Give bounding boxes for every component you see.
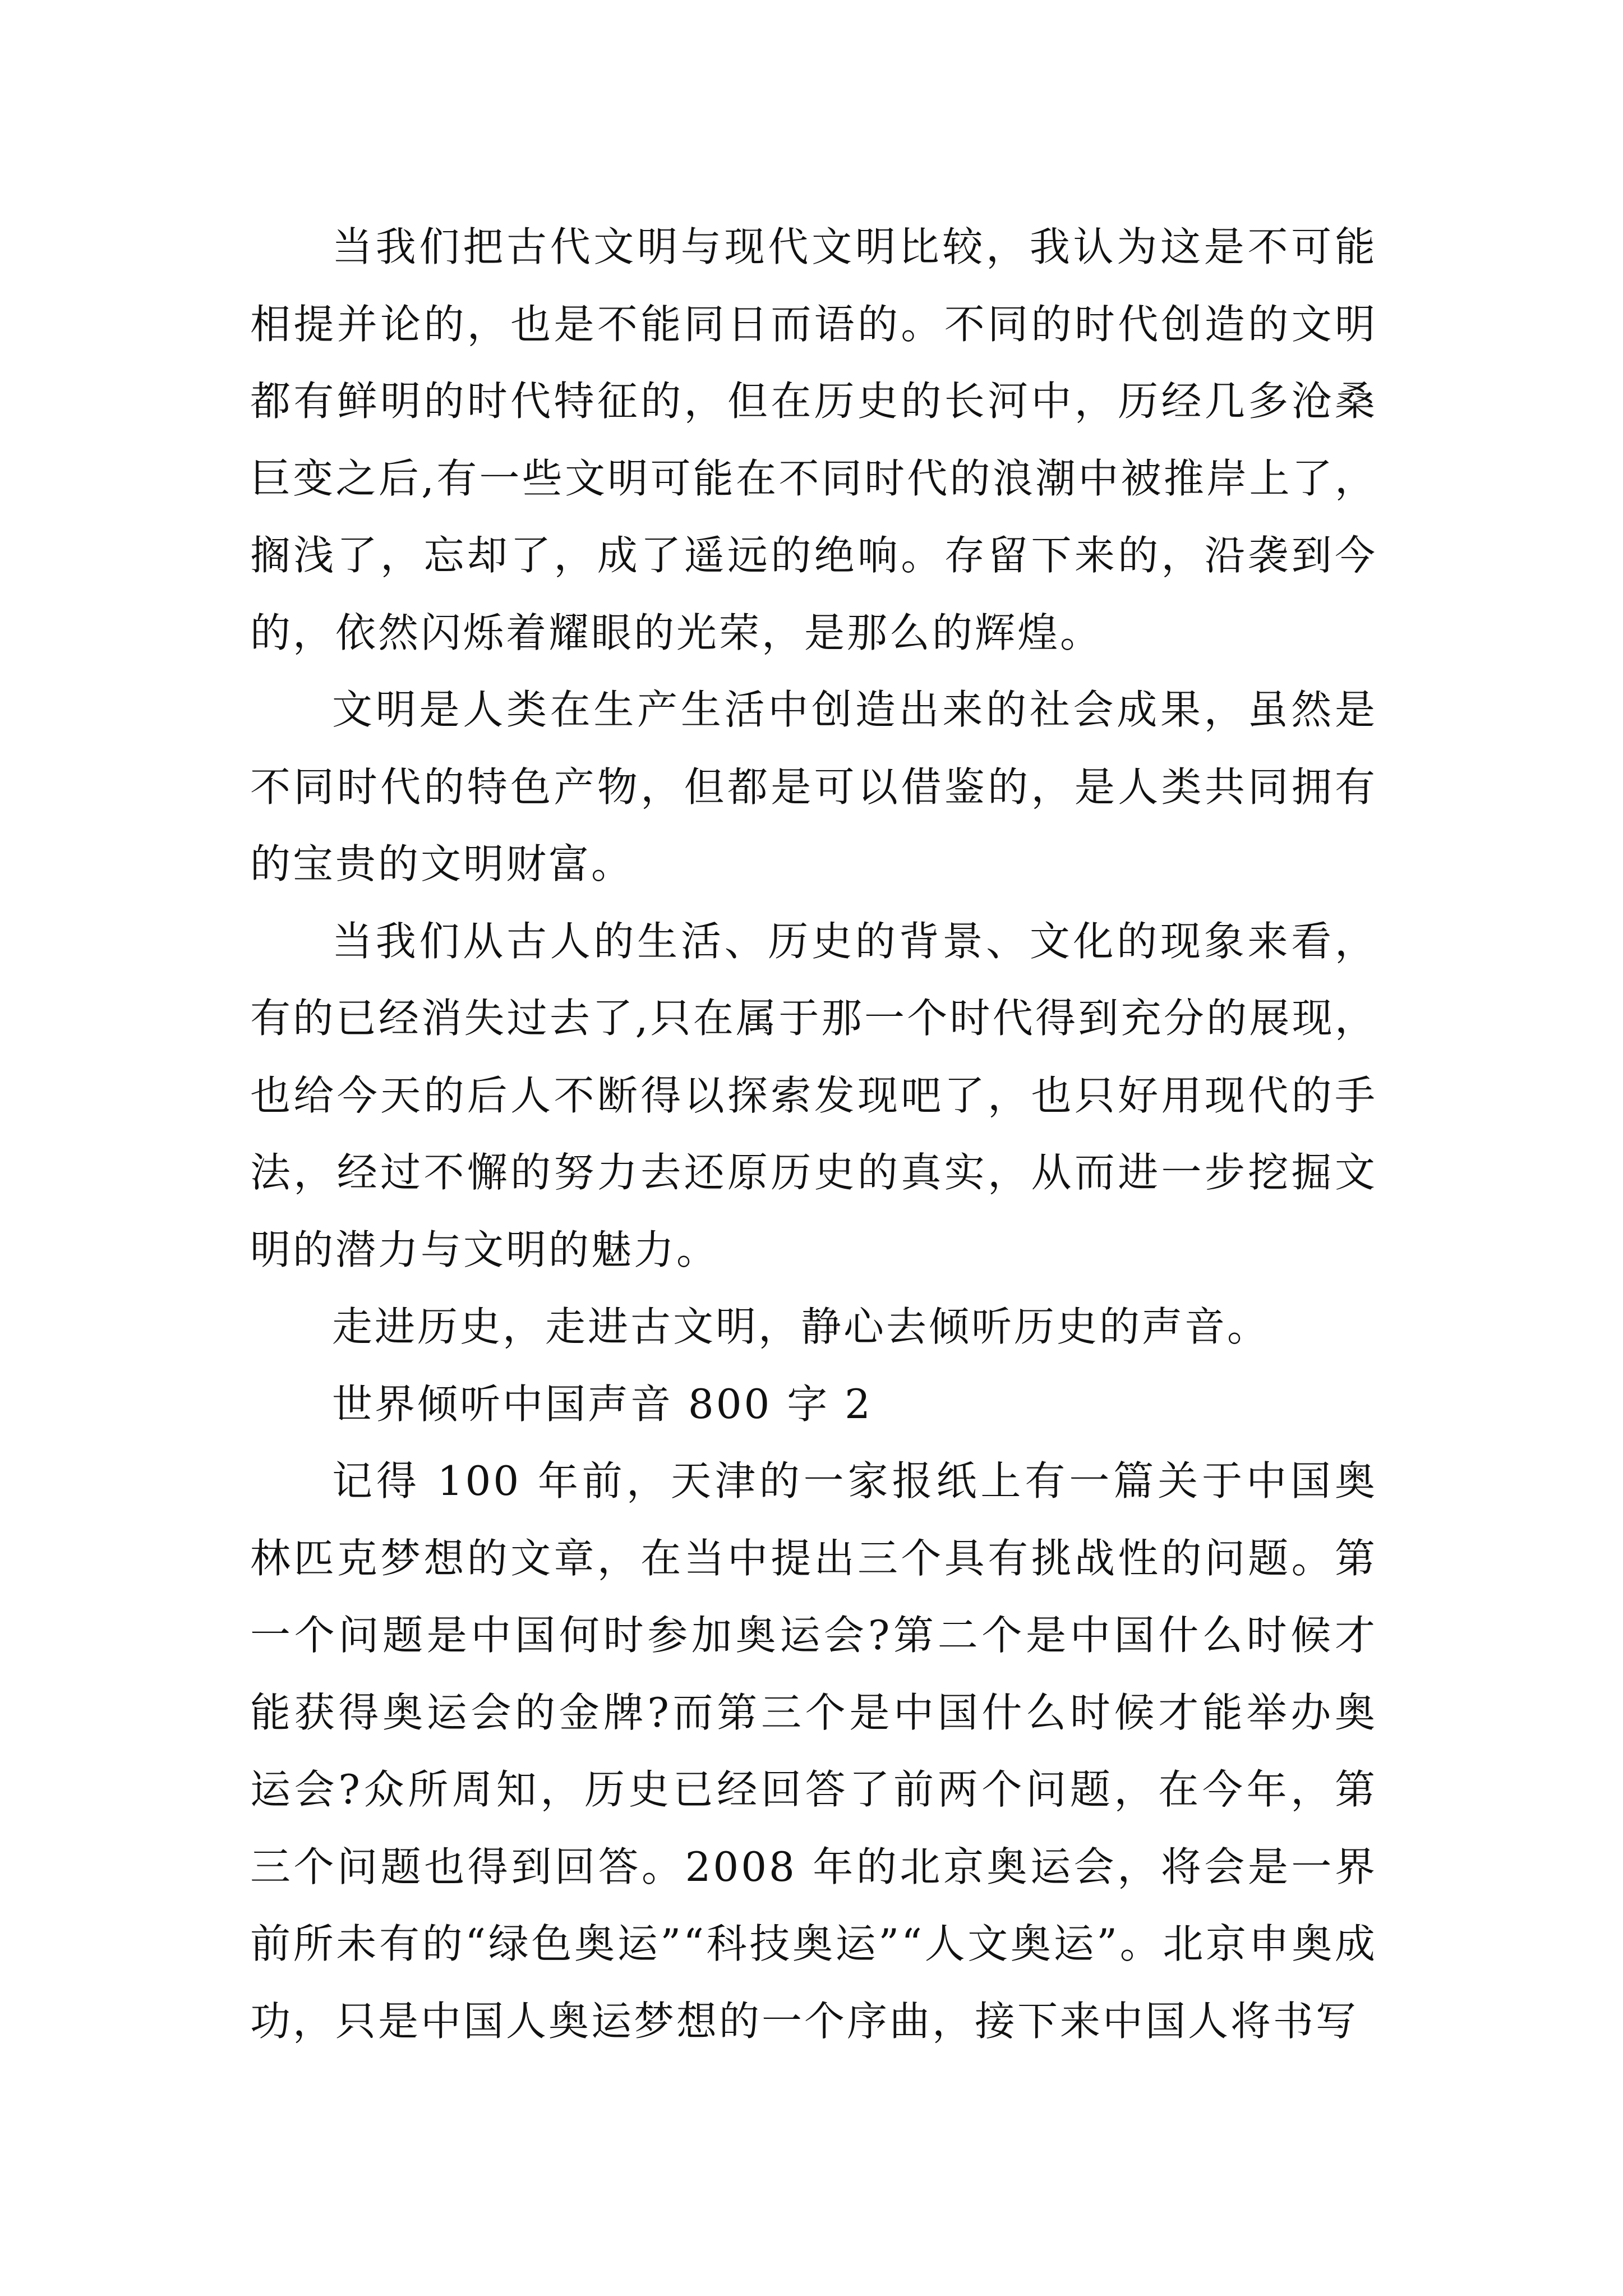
paragraph-civilization-definition: 文明是人类在生产生活中创造出来的社会成果，虽然是不同时代的特色产物，但都是可以借鉴的，是人类共同拥有的宝贵的文明财富。 [250,686,1377,887]
paragraph-listen-history: 走进历史，走进古文明，静心去倾听历史的声音。 [332,1303,1270,1350]
section-heading: 世界倾听中国声音 800 字 2 [332,1380,873,1428]
paragraph-ancient-modern-civilization: 当我们把古代文明与现代文明比较，我认为这是不可能相提并论的，也是不能同日而语的。不同的时代创造的文明都有鲜明的时代特征的，但在历史的长河中，历经几多沧桑巨变之后,有一些文明可能在不同时代的浪潮中被推岸上了，搁浅了，忘却了，成了遥远的绝响。存留下来的，沿袭到今的，依然闪烁着耀眼的光荣，是那么的辉煌。 [250,223,1377,656]
paragraph-olympic-dream: 记得 100 年前，天津的一家报纸上有一篇关于中国奥林匹克梦想的文章，在当中提出三个具有挑战性的问题。第一个问题是中国何时参加奥运会?第二个是中国什么时候才能获得奥运会的金牌?而第三个是中国什么时候才能举办奥运会?众所周知，历史已经回答了前两个问题，在今年，第三个问题也得到回答。2008 年的北京奥运会，将会是一界前所未有的“绿色奥运”“科技奥运”“人文奥运”。北京申奥成功，只是中国人奥运梦想的一个序曲，接下来中国人将书写 [250,1457,1377,2045]
paragraph-ancient-life-history: 当我们从古人的生活、历史的背景、文化的现象来看，有的已经消失过去了,只在属于那一个时代得到充分的展现，也给今天的后人不断得以探索发现吧了，也只好用现代的手法，经过不懈的努力去还原历史的真实，从而进一步挖掘文明的潜力与文明的魅力。 [250,917,1377,1273]
document-body [250,209,1377,2060]
